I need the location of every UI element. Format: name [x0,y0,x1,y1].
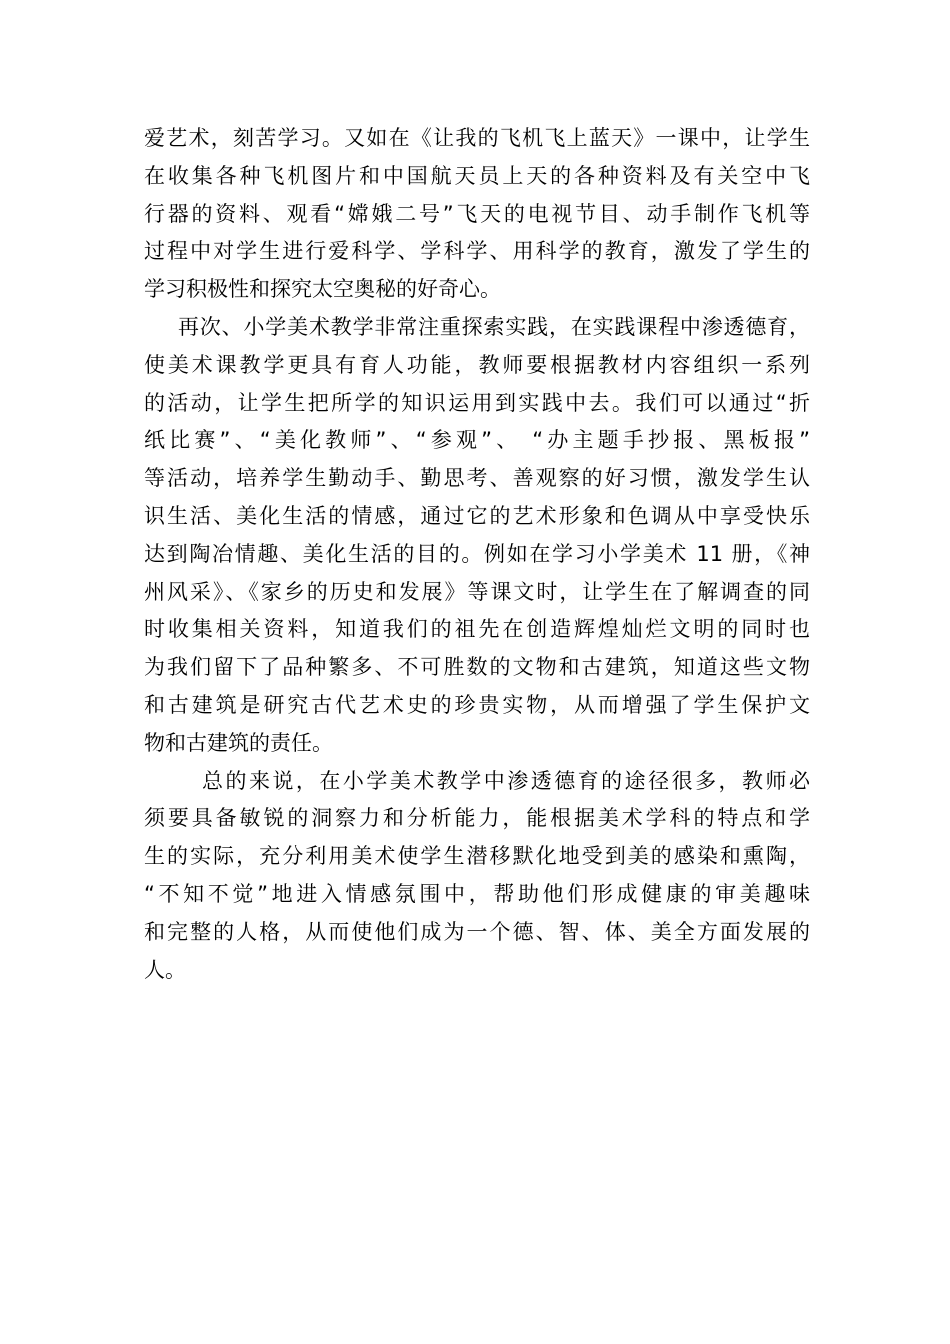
text-line: 等活动，培养学生勤动手、勤思考、善观察的好习惯，激发学生认 [144,466,810,491]
text-line: 和完整的人格，从而使他们成为一个德、智、体、美全方面发展的 [144,919,810,944]
text-line: 物和古建筑的责任。 [144,730,333,755]
text-line: 总的来说，在小学美术教学中渗透德育的途径很多，教师必 [202,768,810,793]
text-line: 生的实际，充分利用美术使学生潜移默化地受到美的感染和熏陶， [144,844,810,869]
text-line: 州风采》、《家乡的历史和发展》等课文时，让学生在了解调查的同 [144,579,810,604]
text-line: 使美术课教学更具有育人功能，教师要根据教材内容组织一系列 [144,352,810,377]
document-body [144,120,810,989]
text-line: 和古建筑是研究古代艺术史的珍贵实物，从而增强了学生保护文 [144,692,810,717]
text-line: 过程中对学生进行爱科学、学科学、用科学的教育，激发了学生的 [144,239,810,264]
text-line: 再次、小学美术教学非常注重探索实践，在实践课程中渗透德育， [178,314,810,339]
text-line: 为我们留下了品种繁多、不可胜数的文物和古建筑，知道这些文物 [144,655,810,680]
paragraph-1 [144,120,810,309]
text-line: 在收集各种飞机图片和中国航天员上天的各种资料及有关空中飞 [144,163,810,188]
text-line: 时收集相关资料，知道我们的祖先在创造辉煌灿烂文明的同时也 [144,617,810,642]
text-line: 识生活、美化生活的情感，通过它的艺术形象和色调从中享受快乐 [144,503,810,528]
text-line: 学习积极性和探究太空奥秘的好奇心。 [144,277,501,302]
paragraph-3 [144,763,810,990]
text-line: 爱艺术，刻苦学习。又如在《让我的飞机飞上蓝天》一课中，让学生 [144,126,810,150]
text-line: 人。 [144,957,186,982]
paragraph-2 [144,309,810,763]
text-line: 的活动，让学生把所学的知识运用到实践中去。我们可以通过“折 [144,390,810,415]
text-line: 达到陶冶情趣、美化生活的目的。例如在学习小学美术 11 册，《神 [144,541,810,566]
text-line: “不知不觉”地进入情感氛围中，帮助他们形成健康的审美趣味 [144,881,810,906]
text-line: 须要具备敏锐的洞察力和分析能力，能根据美术学科的特点和学 [144,806,810,831]
text-line: 行器的资料、观看“嫦娥二号”飞天的电视节目、动手制作飞机等 [144,201,810,226]
text-line: 纸比赛”、“美化教师”、“参观”、 “办主题手抄报、黑板报” [144,428,810,453]
